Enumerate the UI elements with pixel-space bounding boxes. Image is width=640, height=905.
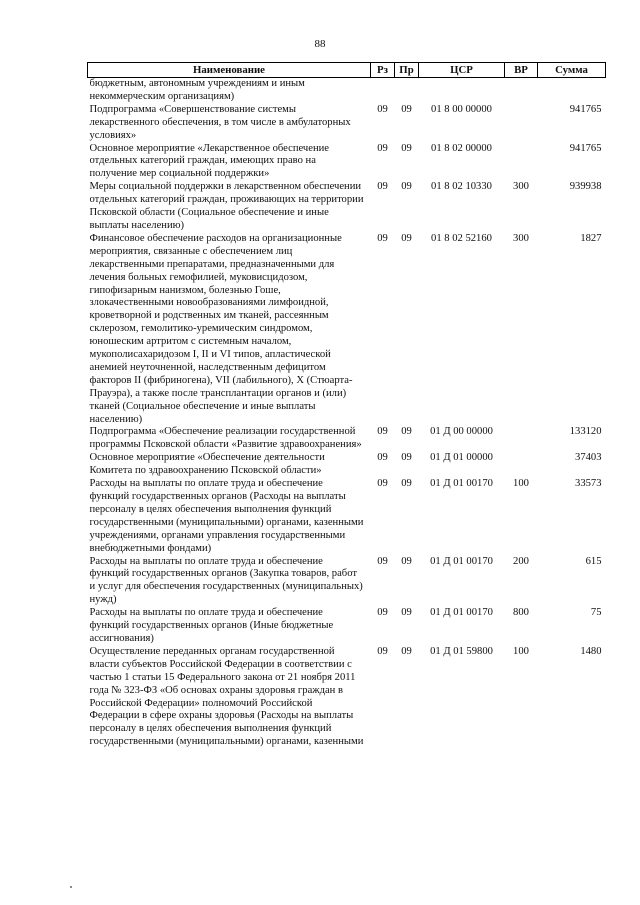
row-rz: 09 xyxy=(377,181,388,193)
table-row xyxy=(88,78,606,104)
row-sum: 615 xyxy=(585,555,602,567)
header-csr: ЦСР xyxy=(419,63,505,78)
row-pr xyxy=(395,78,419,104)
row-sum: 941765 xyxy=(569,142,602,154)
row-vr: 100 xyxy=(513,645,529,657)
row-sum: 941765 xyxy=(569,103,602,115)
row-pr: 09 xyxy=(401,645,412,657)
row-rz: 09 xyxy=(377,478,388,490)
row-rz: 09 xyxy=(377,555,388,567)
row-csr: 01 8 00 00000 xyxy=(431,103,492,115)
row-pr: 09 xyxy=(401,142,412,154)
row-name: Основное мероприятие «Лекарственное обеспечение отдельных категорий граждан, имеющих право на получение мер социальной поддержки» xyxy=(89,142,330,180)
row-rz: 09 xyxy=(377,142,388,154)
row-rz: 09 xyxy=(377,645,388,657)
row-vr xyxy=(505,78,538,104)
row-name: Подпрограмма «Совершенствование системы лекарственного обеспечения, в том числе в амбулаторных условиях» xyxy=(89,103,351,141)
row-pr: 09 xyxy=(401,478,412,490)
row-sum xyxy=(538,78,606,104)
row-rz: 09 xyxy=(377,232,388,244)
table-row xyxy=(88,478,606,555)
row-rz: 09 xyxy=(377,103,388,115)
row-vr xyxy=(505,143,538,182)
table-header xyxy=(88,63,606,78)
table-row xyxy=(88,104,606,143)
row-sum: 33573 xyxy=(575,478,602,490)
row-vr: 300 xyxy=(513,181,529,193)
row-sum: 1480 xyxy=(580,645,602,657)
row-rz xyxy=(371,78,395,104)
row-rz: 09 xyxy=(377,426,388,438)
header-pr: Пр xyxy=(395,63,419,78)
row-name: Расходы на выплаты по оплате труда и обеспечение функций государственных органов (Расходы на выплаты персоналу в целях обеспечения выполнения функций государственными (муниципальными) органами, казенными учреждениями, органами управления государственными внебюджетными фондами) xyxy=(89,478,364,554)
table-row xyxy=(88,607,606,646)
row-csr: 01 8 02 52160 xyxy=(431,232,492,244)
row-sum: 133120 xyxy=(569,426,602,438)
row-vr: 300 xyxy=(513,232,529,244)
header-rz: Рз xyxy=(371,63,395,78)
table-row xyxy=(88,181,606,233)
table-row xyxy=(88,452,606,478)
row-csr xyxy=(419,78,505,104)
table-body xyxy=(88,78,606,750)
row-name: Осуществление переданных органам государственной власти субъектов Российской Федерации в соответствии с частью 1 статьи 15 Федерального закона от 21 ноября 2011 года № 323-ФЗ «Об основах охраны здоровья граждан в Российской Федерации» полномочий Российской Федерации в сфере охраны здоровья (Расходы на выплаты персоналу в целях обеспечения выполнения функций государственными (муниципальными) органами, казенными xyxy=(89,645,364,748)
row-csr: 01 8 02 10330 xyxy=(431,181,492,193)
row-csr: 01 Д 00 00000 xyxy=(430,426,493,438)
row-csr: 01 Д 01 00170 xyxy=(430,478,493,490)
row-csr: 01 8 02 00000 xyxy=(431,142,492,154)
row-vr xyxy=(505,104,538,143)
row-rz: 09 xyxy=(377,452,388,464)
scan-speck xyxy=(70,886,72,888)
row-vr xyxy=(505,426,538,452)
row-pr: 09 xyxy=(401,426,412,438)
row-pr: 09 xyxy=(401,555,412,567)
row-sum: 939938 xyxy=(569,181,602,193)
row-vr: 100 xyxy=(513,478,529,490)
row-pr: 09 xyxy=(401,607,412,619)
table-row xyxy=(88,556,606,608)
table-row xyxy=(88,646,606,749)
row-name: Подпрограмма «Обеспечение реализации государственной программы Псковской области «Развитие здравоохранения» xyxy=(89,426,362,451)
row-pr: 09 xyxy=(401,232,412,244)
row-sum: 1827 xyxy=(580,232,602,244)
row-csr: 01 Д 01 00170 xyxy=(430,555,493,567)
row-vr xyxy=(505,452,538,478)
table-row xyxy=(88,143,606,182)
row-csr: 01 Д 01 00170 xyxy=(430,607,493,619)
header-vr: ВР xyxy=(505,63,538,78)
budget-table xyxy=(87,62,606,749)
row-vr: 800 xyxy=(513,607,529,619)
row-sum: 37403 xyxy=(575,452,602,464)
row-csr: 01 Д 01 59800 xyxy=(430,645,493,657)
row-rz: 09 xyxy=(377,607,388,619)
row-pr: 09 xyxy=(401,103,412,115)
page-number: 88 xyxy=(314,38,326,50)
row-name: Меры социальной поддержки в лекарственном обеспечении отдельных категорий граждан, проживающих на территории Псковской области (Социальное обеспечение и иные выплаты населению) xyxy=(89,181,364,231)
row-name: Расходы на выплаты по оплате труда и обеспечение функций государственных органов (Закупка товаров, работ и услуг для обеспечения государственных (муниципальных) нужд) xyxy=(89,555,363,606)
row-csr: 01 Д 01 00000 xyxy=(430,452,493,464)
row-vr: 200 xyxy=(513,555,529,567)
table-row xyxy=(88,426,606,452)
header-name: Наименование xyxy=(88,63,371,78)
header-sum: Сумма xyxy=(538,63,606,78)
row-name: бюджетным, автономным учреждениям и иным некоммерческим организациям) xyxy=(89,78,305,102)
row-pr: 09 xyxy=(401,452,412,464)
row-pr: 09 xyxy=(401,181,412,193)
table-row xyxy=(88,233,606,427)
row-name: Расходы на выплаты по оплате труда и обеспечение функций государственных органов (Иные бюджетные ассигнования) xyxy=(89,607,334,644)
row-name: Финансовое обеспечение расходов на организационные мероприятия, связанные с обеспечением лиц лекарственными препаратами, предназначенными для лечения больных гемофилией, муковисцидозом, гипофизарным нанизмом, болезнью Гоше, злокачественными новообразованиями лимфоидной, кроветворной и родственных им тканей, рассеянным склерозом, гемолитико-уремическим синдромом, юношеским артритом с системным началом, мукополисахаридозом I, II и VI типов, апластической анемией неуточненной, наследственным дефицитом факторов II (фибриногена), VII (лабильного), X (Стюарта-Прауэра), а также после трансплантации органов и (или) тканей (Социальное обеспечение и иные выплаты населению) xyxy=(89,232,353,425)
row-sum: 75 xyxy=(590,607,602,619)
row-name: Основное мероприятие «Обеспечение деятельности Комитета по здравоохранению Псковской области» xyxy=(89,452,325,477)
